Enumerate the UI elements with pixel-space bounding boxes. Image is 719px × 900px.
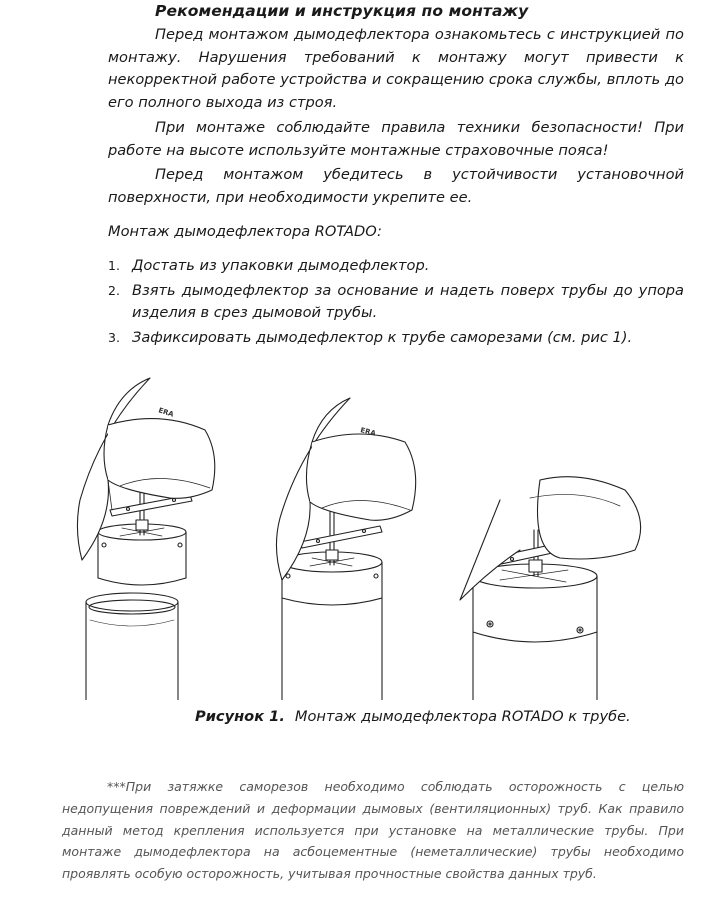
installation-figure: [60, 370, 660, 700]
caption-label: Рисунок 1.: [195, 708, 285, 725]
figure-caption: [195, 708, 631, 725]
list-item: [108, 327, 684, 350]
brand-logo: ERA: [157, 406, 175, 419]
caption-text: Монтаж дымодефлектора ROTADO к трубе.: [294, 708, 631, 725]
stage-2-illustration: [276, 398, 415, 700]
intro-paragraph: Перед монтажом дымодефлектора ознакомьтесь с инструкцией по монтажу. Нарушения требований к монтажу могут привести к некорректной работе устройства и сокращению срока службы, вплоть до его полного выхода из строя.: [108, 26, 684, 111]
stage-1-illustration: [77, 378, 214, 700]
step-text: Зафиксировать дымодефлектор к трубе саморезами (см. рис 1).: [132, 328, 633, 346]
surface-paragraph: Перед монтажом убедитесь в устойчивости установочной поверхности, при необходимости укрепите ее.: [108, 166, 684, 206]
step-number: 1.: [108, 258, 120, 273]
footnote: ***При затяжке саморезов необходимо соблюдать осторожность с целью недопущения повреждений и деформации дымовых (вентиляционных) труб. Как правило данный метод крепления используется при установке на металлические трубы. При монтаже дымодефлектора на асбоцементные (неметаллические) трубы необходимо проявлять особую осторожность, учитывая прочностные свойства данных труб.: [62, 779, 684, 882]
step-number: 2.: [108, 282, 120, 298]
stage-3-illustration: [460, 477, 641, 700]
list-item: [108, 255, 684, 278]
mounting-steps-list: [108, 255, 684, 349]
list-item: [108, 280, 684, 325]
step-text: Достать из упаковки дымодефлектор.: [132, 257, 430, 274]
step-number: 3.: [108, 329, 120, 345]
page-title: Рекомендации и инструкция по монтажу: [155, 2, 529, 20]
safety-paragraph: При монтаже соблюдайте правила техники безопасности! При работе на высоте используйте монтажные страховочные пояса!: [108, 119, 684, 159]
brand-logo: ERA: [359, 426, 377, 438]
step-text: Взять дымодефлектор за основание и надеть поверх трубы до упора изделия в срез дымовой трубы.: [132, 281, 684, 321]
mounting-section-title: Монтаж дымодефлектора ROTADO:: [108, 223, 382, 240]
